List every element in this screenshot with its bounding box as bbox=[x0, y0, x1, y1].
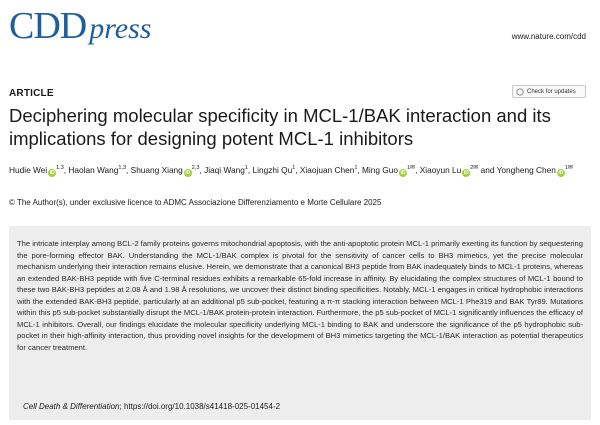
author-separator: , bbox=[295, 165, 300, 175]
logo-cdd-text: CDD bbox=[9, 5, 87, 47]
author-name-text: Yongheng Chen bbox=[496, 165, 556, 175]
abstract-panel bbox=[9, 226, 591, 420]
author-name[interactable] bbox=[204, 165, 248, 175]
author-name[interactable] bbox=[9, 165, 64, 175]
orcid-icon[interactable]: iD bbox=[558, 170, 564, 176]
author-separator: , bbox=[247, 165, 253, 175]
citation-journal: Cell Death & Differentiation bbox=[23, 402, 120, 411]
author-name-text: Shuang Xiang bbox=[130, 165, 183, 175]
author-name[interactable] bbox=[420, 165, 479, 175]
author-name-text: Haolan Wang bbox=[68, 165, 119, 175]
author-name-text: Hudie Wei bbox=[9, 165, 48, 175]
author-affiliation: 2,3 bbox=[191, 165, 200, 172]
author-affiliation: 1 bbox=[354, 165, 358, 172]
email-icon[interactable]: ✉ bbox=[567, 165, 573, 172]
refresh-icon bbox=[516, 88, 524, 96]
author-separator: , bbox=[415, 165, 420, 175]
author-affiliation: 1,3 bbox=[118, 165, 127, 172]
author-affiliation: 1 bbox=[406, 165, 411, 172]
citation-line bbox=[23, 402, 280, 411]
author-separator: , bbox=[63, 165, 69, 175]
author-name-text: Xiaojuan Chen bbox=[299, 165, 355, 175]
citation-doi-link[interactable]: ; https://doi.org/10.1038/s41418-025-01454-2 bbox=[119, 402, 281, 411]
author-name[interactable] bbox=[497, 165, 573, 175]
orcid-icon[interactable]: iD bbox=[400, 170, 406, 176]
author-name[interactable] bbox=[362, 165, 415, 175]
author-name-text: Xiaoyun Lu bbox=[419, 165, 462, 175]
copyright-notice: © The Author(s), under exclusive licence to ADMC Associazione Differenziamento e Morte Cellulare 2025 bbox=[9, 198, 382, 207]
journal-url-link[interactable]: www.nature.com/cdd bbox=[511, 32, 586, 41]
author-name[interactable] bbox=[253, 165, 296, 175]
journal-logo[interactable] bbox=[9, 6, 151, 46]
abstract-text: The intricate interplay among BCL-2 family proteins governs mitochondrial apoptosis, with the anti-apoptotic protein MCL-1 primarily exerting its function by sequestering the pore-forming effector BAK. Understanding the MCL-1/BAK complex is pivotal for the sensitivity of cancer cells to BH3 mimetics, yet the precise molecular mechanism underlying their interaction remains elusive. Herein, we demonstrate that a canonical BH3 peptide from BAK inadequately binds to MCL-1 proteins, whereas an extended BAK-BH3 peptide with five C-terminal residues exhibits a remarkable 65-fold increase in affinity. By elucidating the complex structures of MCL-1 bound to these two BAK-BH3 peptides at 2.08 Å and 1.98 Å resolutions, we uncover their distinct binding specificities. Notably, MCL-1 engages in critical hydrophobic interactions with the extended BAK-BH3 peptide, particularly at an additional p5 sub-pocket, featuring a π-π stacking interaction between MCL-1 Phe319 and BAK Tyr89. Mutations within this p5 sub-pocket substantially disrupt the MCL-1/BAK protein-protein interaction. Furthermore, the p5 sub-pocket of MCL-1 significantly influences the efficacy of MCL-1 inhibitors. Overall, our findings elucidate the molecular specificity underlying MCL-1 binding to BAK and underscore the significance of the p5 hydrophobic sub-pocket in their high-affinity interaction, thus providing novel insights for the development of BH3 mimetics targeting the MCL-1/BAK interaction as potential therapeutics for cancer treatment. bbox=[17, 239, 584, 352]
orcid-icon[interactable]: iD bbox=[185, 170, 191, 176]
orcid-icon[interactable]: iD bbox=[49, 170, 55, 176]
author-affiliation: 1 bbox=[244, 165, 248, 172]
author-name-text: Jiaqi Wang bbox=[204, 165, 245, 175]
author-name-text: Ming Guo bbox=[362, 165, 398, 175]
author-separator: , bbox=[126, 165, 131, 175]
author-separator: and bbox=[478, 165, 497, 175]
author-affiliation: 1,3 bbox=[56, 165, 64, 172]
author-affiliation: 2 bbox=[470, 165, 474, 172]
orcid-icon[interactable]: iD bbox=[463, 170, 469, 176]
author-list bbox=[9, 164, 594, 177]
email-icon[interactable]: ✉ bbox=[410, 165, 416, 172]
author-affiliation: 1 bbox=[292, 165, 296, 172]
email-icon[interactable]: ✉ bbox=[473, 165, 479, 172]
article-type-label: ARTICLE bbox=[9, 88, 54, 99]
check-for-updates-label: Check for updates bbox=[527, 88, 576, 95]
author-separator: , bbox=[357, 165, 362, 175]
author-name[interactable] bbox=[300, 165, 358, 175]
article-title: Deciphering molecular specificity in MCL-1/BAK interaction and its implications for designing potent MCL-1 inhibitors bbox=[9, 105, 551, 149]
logo-press-text: press bbox=[89, 12, 152, 45]
check-for-updates-button[interactable] bbox=[512, 85, 586, 98]
author-name[interactable] bbox=[68, 165, 126, 175]
author-name-text: Lingzhi Qu bbox=[252, 165, 293, 175]
author-separator: , bbox=[199, 165, 205, 175]
author-affiliation: 1 bbox=[564, 165, 568, 172]
author-name[interactable] bbox=[131, 165, 200, 175]
